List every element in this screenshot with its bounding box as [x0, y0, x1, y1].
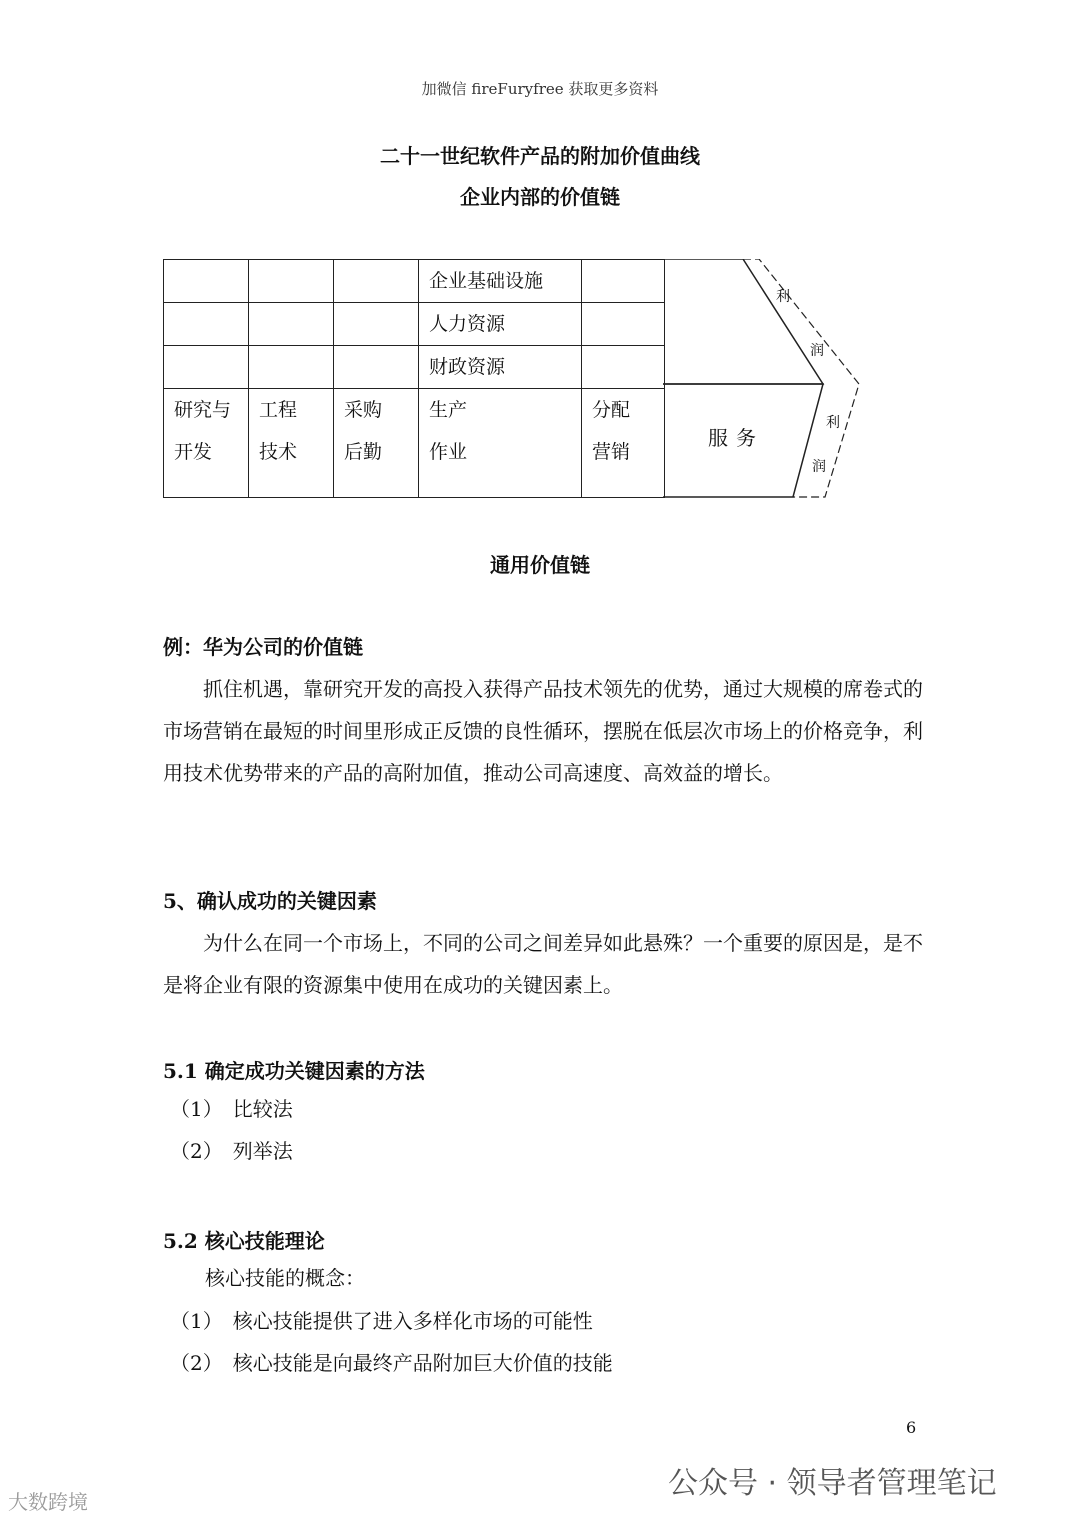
support-finance: 财政资源: [419, 346, 582, 389]
profit-bottom-1: 利: [826, 415, 840, 431]
section-5-1-title: 5.1 确定成功关键因素的方法: [163, 1059, 425, 1083]
value-chain-table: [163, 259, 665, 498]
caption-generic-value-chain: 通用价值链: [490, 553, 590, 577]
primary-rnd: 研究与 开发: [164, 389, 249, 498]
profit-top-2: 润: [810, 343, 824, 359]
primary-operations: 生产 作业: [419, 389, 582, 498]
support-infrastructure: 企业基础设施: [419, 260, 582, 303]
support-hr: 人力资源: [419, 303, 582, 346]
primary-marketing: 分配 营销: [582, 389, 665, 498]
wechat-watermark: 公众号 · 领导者管理笔记: [668, 1466, 997, 1501]
section-5-2-title: 5.2 核心技能理论: [163, 1229, 325, 1253]
example-text: 抓住机遇，靠研究开发的高投入获得产品技术领先的优势，通过大规模的席卷式的市场营销在最短的时间里形成正反馈的良性循环，摆脱在低层次市场上的价格竞争，利用技术优势带来的产品的高附加值，推动公司高速度、高效益的增长。: [163, 677, 923, 785]
example-title: 例：华为公司的价值链: [163, 635, 363, 659]
list-item: （2） 列举法: [170, 1139, 293, 1163]
list-item: （1） 比较法: [170, 1097, 293, 1121]
brand-watermark: 大数跨境: [8, 1490, 88, 1514]
list-item: （2） 核心技能是向最终产品附加巨大价值的技能: [170, 1351, 613, 1375]
title-value-curve: 二十一世纪软件产品的附加价值曲线: [380, 144, 700, 168]
section-5-title: 5、确认成功的关键因素: [163, 889, 377, 913]
primary-logistics: 采购 后勤: [334, 389, 419, 498]
page-header: 加微信 fireFuryfree 获取更多资料: [421, 80, 659, 98]
section-5-2-intro: 核心技能的概念：: [205, 1266, 365, 1290]
profit-top-1: 利: [776, 289, 790, 305]
profit-bottom-2: 润: [812, 459, 826, 475]
service-label: 服务: [708, 426, 764, 450]
list-item: （1） 核心技能提供了进入多样化市场的可能性: [170, 1309, 593, 1333]
primary-engineering: 工程 技术: [249, 389, 334, 498]
section-5-text: 为什么在同一个市场上，不同的公司之间差异如此悬殊？一个重要的原因是，是不是将企业有限的资源集中使用在成功的关键因素上。: [163, 931, 923, 997]
page-number: 6: [906, 1418, 917, 1437]
profit-arrow-diagram: [663, 259, 863, 499]
title-internal-value-chain: 企业内部的价值链: [460, 185, 620, 209]
